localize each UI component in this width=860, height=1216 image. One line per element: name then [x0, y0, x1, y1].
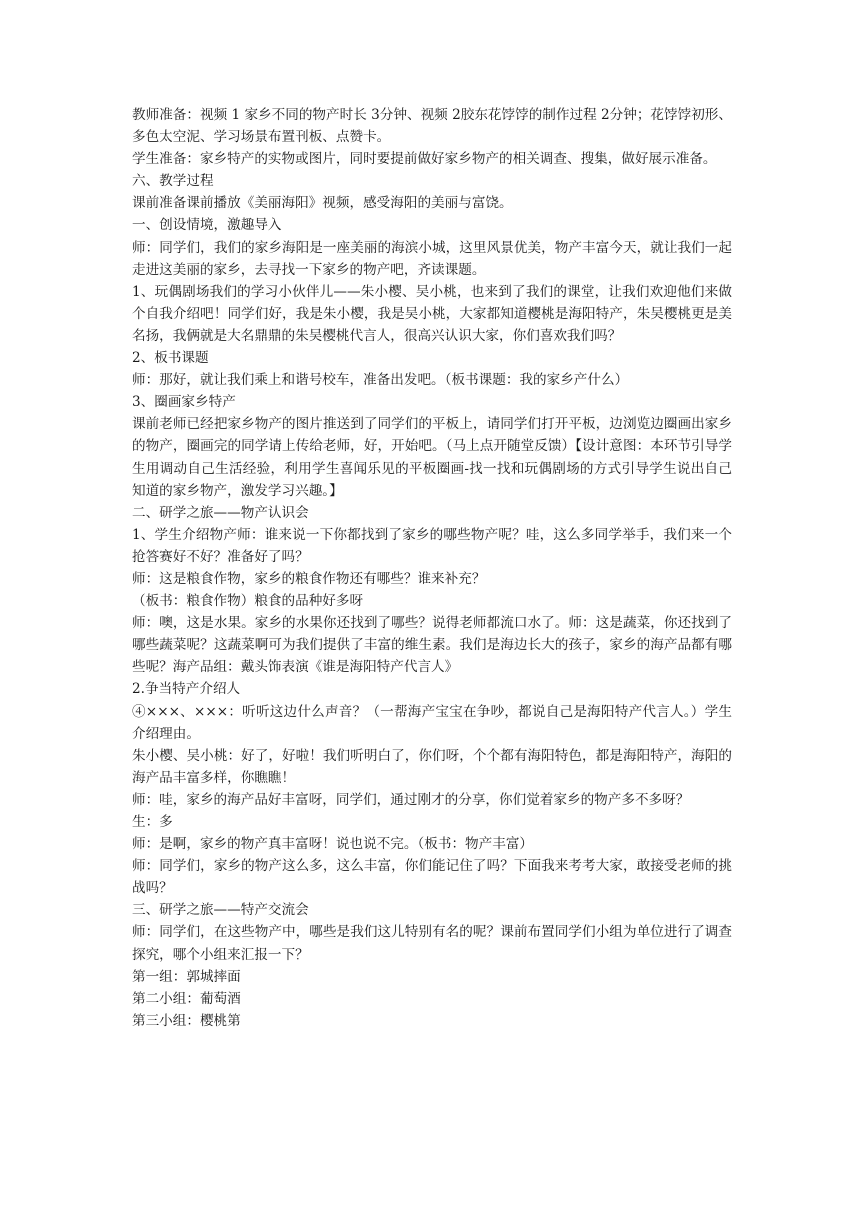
- paragraph: 课前老师已经把家乡物产的图片推送到了同学们的平板上，请同学们打开平板，边浏览边圈画出家乡的物产，圈画完的同学请上传给老师，好，开始吧。（马上点开随堂反馈）【设计意图：本环节引导学生用调动自己生活经验，利用学生喜闻乐见的平板圈画-找一找和玩偶剧场的方式引导学生说出自己知道的家乡物产，激发学习兴趣。】: [132, 416, 732, 499]
- paragraph: 1、学生介绍物产师：谁来说一下你都找到了家乡的哪些物产呢？哇，这么多同学举手，我们来一个抢答赛好不好？准备好了吗？: [132, 526, 732, 565]
- paragraph: 朱小樱、吴小桃：好了，好啦！我们听明白了，你们呀，个个都有海阳特色，都是海阳特产，海阳的海产品丰富多样，你瞧瞧！: [132, 747, 732, 786]
- paragraph: 师：这是粮食作物，家乡的粮食作物还有哪些？谁来补充？: [132, 570, 486, 587]
- paragraph: 师：同学们，家乡的物产这么多，这么丰富，你们能记住了吗？下面我来考考大家，敢接受老师的挑战吗？: [132, 858, 732, 897]
- paragraph: 师：同学们，在这些物产中，哪些是我们这儿特别有名的呢？课前布置同学们小组为单位进行了调查探究，哪个小组来汇报一下？: [132, 924, 732, 963]
- paragraph: 师：那好，就让我们乘上和谐号校车，准备出发吧。（板书课题：我的家乡产什么）: [132, 372, 629, 389]
- list-item: 第二小组：葡萄酒: [132, 990, 241, 1007]
- paragraph-teacher-prep: 教师准备：视频 1 家乡不同的物产时长 3分钟、视频 2胶东花饽饽的制作过程 2分钟；花饽饽初形、多色太空泥、学习场景布置刊板、点赞卡。: [132, 107, 732, 146]
- heading-teaching-process: 六、教学过程: [132, 173, 214, 190]
- subheading: 3、圈画家乡特产: [132, 394, 236, 411]
- subheading: 2、板书课题: [132, 350, 209, 367]
- list-item: 第三小组：樱桃第: [132, 1012, 241, 1029]
- paragraph: 师：是啊，家乡的物产真丰富呀！说也说不完。（板书：物产丰富）: [132, 836, 534, 853]
- paragraph: （板书：粮食作物）粮食的品种好多呀: [132, 593, 364, 610]
- paragraph: 生：多: [132, 814, 173, 830]
- paragraph: ④×××、×××：听听这边什么声音？（一帮海产宝宝在争吵，都说自己是海阳特产代言人。）学生介绍理由。: [132, 703, 732, 742]
- paragraph-student-prep: 学生准备：家乡特产的实物或图片，同时要提前做好家乡物产的相关调查、搜集，做好展示准备。: [132, 151, 717, 168]
- paragraph: 师：同学们，我们的家乡海阳是一座美丽的海滨小城，这里风景优美，物产丰富今天，就让我们一起走进这美丽的家乡，去寻找一下家乡的物产吧，齐读课题。: [132, 239, 732, 278]
- heading-section-three: 三、研学之旅——特产交流会: [132, 902, 309, 919]
- paragraph: 师：噢，这是水果。家乡的水果你还找到了哪些？说得老师都流口水了。师：这是蔬菜，你还找到了哪些蔬菜呢？这蔬菜啊可为我们提供了丰富的维生素。我们是海边长大的孩子，家乡的海产品都有哪些呢？海产品组：戴头饰表演《谁是海阳特产代言人》: [132, 615, 732, 676]
- list-item: 第一组：郭城摔面: [132, 968, 241, 985]
- paragraph-pre-class: 课前准备课前播放《美丽海阳》视频，感受海阳的美丽与富饶。: [132, 195, 513, 212]
- paragraph: 师：哇，家乡的海产品好丰富呀，同学们，通过刚才的分享，你们觉着家乡的物产多不多呀？: [132, 791, 690, 808]
- heading-section-one: 一、创设情境，激趣导入: [132, 217, 282, 234]
- document-body: [132, 104, 732, 1032]
- subheading: 2.争当特产介绍人: [132, 681, 241, 698]
- heading-section-two: 二、研学之旅——物产认识会: [132, 504, 309, 521]
- paragraph: 1、玩偶剧场我们的学习小伙伴儿——朱小樱、吴小桃，也来到了我们的课堂，让我们欢迎他们来做个自我介绍吧！同学们好，我是朱小樱，我是吴小桃，大家都知道樱桃是海阳特产，朱吴樱桃更是美名扬，我俩就是大名鼎鼎的朱吴樱桃代言人，很高兴认识大家，你们喜欢我们吗？: [132, 283, 732, 344]
